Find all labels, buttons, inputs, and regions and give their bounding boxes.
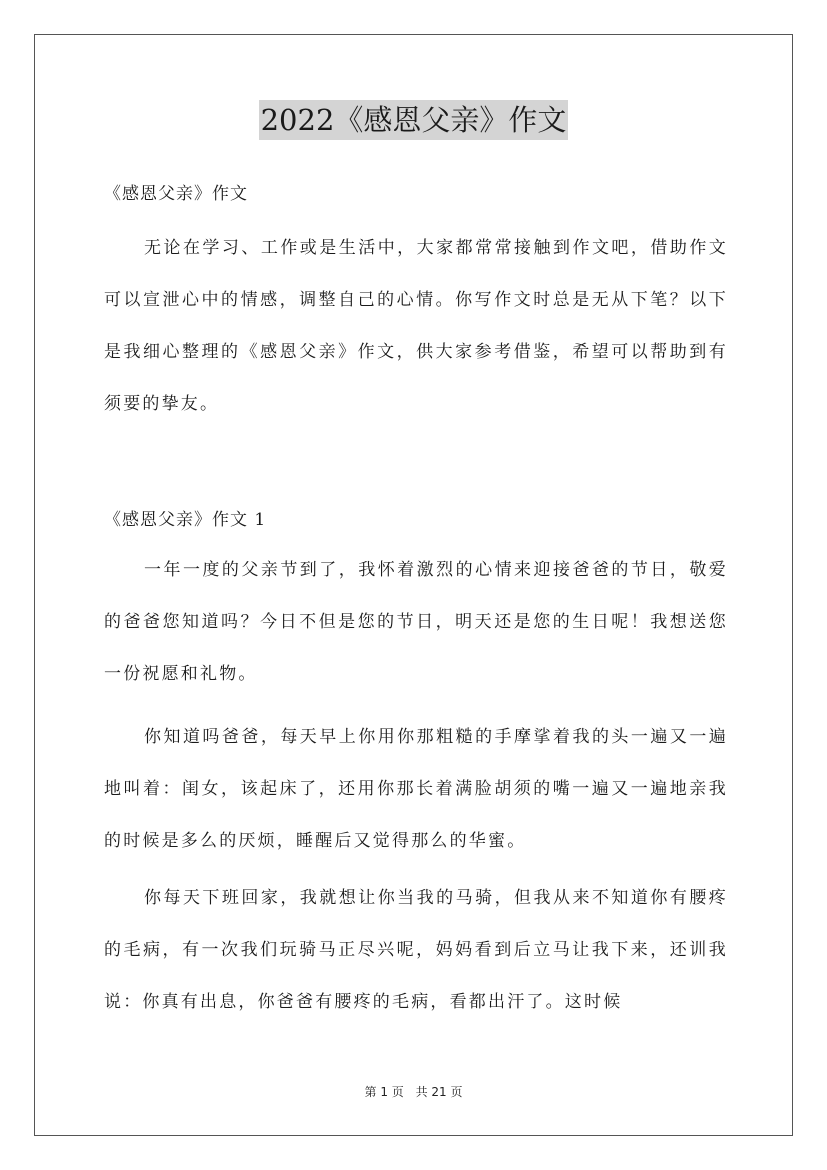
intro-heading: 《感恩父亲》作文 bbox=[104, 184, 248, 204]
section1-heading: 《感恩父亲》作文 1 bbox=[104, 510, 267, 530]
section1-paragraph-3: 你每天下班回家，我就想让你当我的马骑，但我从来不知道你有腰疼的毛病，有一次我们玩骑马正尽兴呢，妈妈看到后立马让我下来，还训我说：你真有出息，你爸爸有腰疼的毛病，看都出汗了。这时候 bbox=[104, 888, 728, 1012]
title-container bbox=[0, 100, 827, 140]
intro-paragraph: 无论在学习、工作或是生活中，大家都常常接触到作文吧，借助作文可以宣泄心中的情感，调整自己的心情。你写作文时总是无从下笔？以下是我细心整理的《感恩父亲》作文，供大家参考借鉴，希望可以帮助到有须要的挚友。 bbox=[104, 238, 728, 414]
section1-paragraph-2: 你知道吗爸爸，每天早上你用你那粗糙的手摩挲着我的头一遍又一遍地叫着：闺女，该起床了，还用你那长着满脸胡须的嘴一遍又一遍地亲我的时候是多么的厌烦，睡醒后又觉得那么的华蜜。 bbox=[104, 727, 728, 851]
total-pages: 共 21 页 bbox=[415, 1085, 463, 1099]
page-number: 第 1 页 bbox=[364, 1085, 404, 1099]
section1-paragraph-1: 一年一度的父亲节到了，我怀着激烈的心情来迎接爸爸的节日，敬爱的爸爸您知道吗？今日不但是您的节日，明天还是您的生日呢！我想送您一份祝愿和礼物。 bbox=[104, 560, 728, 684]
page-footer bbox=[0, 1083, 827, 1100]
document-title: 2022《感恩父亲》作文 bbox=[259, 100, 569, 140]
